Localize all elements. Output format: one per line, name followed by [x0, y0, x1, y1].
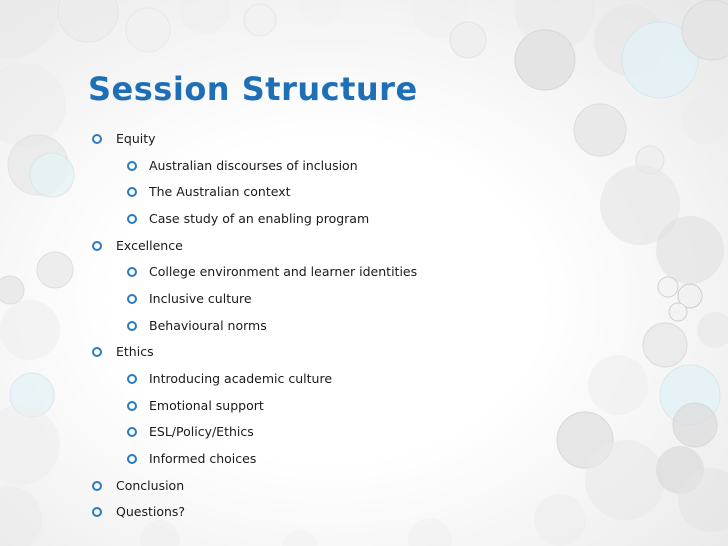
circle-bullet-icon: [127, 161, 137, 171]
bullet-text: Questions?: [116, 504, 186, 519]
circle-bullet-icon: [127, 214, 137, 224]
circle-bullet-icon: [92, 481, 102, 491]
bullet-text: Informed choices: [149, 451, 257, 466]
circle-bullet-icon: [127, 401, 137, 411]
bullet-text: Ethics: [116, 344, 154, 359]
bullet-item: [127, 422, 254, 442]
circle-bullet-icon: [127, 187, 137, 197]
bullet-item: [92, 342, 154, 362]
bullet-item: [127, 369, 332, 389]
bullet-text: Behavioural norms: [149, 318, 267, 333]
bullet-text: Inclusive culture: [149, 291, 252, 306]
bullet-text: Conclusion: [116, 478, 185, 493]
bullet-item: [127, 182, 291, 202]
circle-bullet-icon: [127, 294, 137, 304]
bullet-item: [127, 209, 369, 229]
slide-title: Session Structure: [88, 70, 418, 108]
circle-bullet-icon: [127, 267, 137, 277]
bullet-item: [127, 262, 417, 282]
bullet-text: Australian discourses of inclusion: [149, 158, 358, 173]
bullet-text: Excellence: [116, 238, 183, 253]
circle-bullet-icon: [127, 427, 137, 437]
bullet-text: Introducing academic culture: [149, 371, 333, 386]
bullet-item: [127, 156, 358, 176]
bullet-item: [92, 236, 183, 256]
bullet-item: [127, 289, 252, 309]
circle-bullet-icon: [127, 374, 137, 384]
bullet-text: Emotional support: [149, 398, 264, 413]
circle-bullet-icon: [92, 134, 102, 144]
bullet-text: College environment and learner identities: [149, 264, 418, 279]
bullet-item: [92, 129, 156, 149]
circle-bullet-icon: [92, 347, 102, 357]
circle-bullet-icon: [92, 241, 102, 251]
circle-bullet-icon: [92, 507, 102, 517]
bullet-item: [92, 476, 184, 496]
bullet-text: Equity: [116, 131, 156, 146]
bullet-item: [127, 316, 267, 336]
bullet-item: [92, 502, 185, 522]
bullet-text: Case study of an enabling program: [149, 211, 370, 226]
bullet-item: [127, 449, 256, 469]
circle-bullet-icon: [127, 321, 137, 331]
circle-bullet-icon: [127, 454, 137, 464]
bullet-text: The Australian context: [149, 184, 291, 199]
bullet-item: [127, 396, 264, 416]
bullet-text: ESL/Policy/Ethics: [149, 424, 254, 439]
